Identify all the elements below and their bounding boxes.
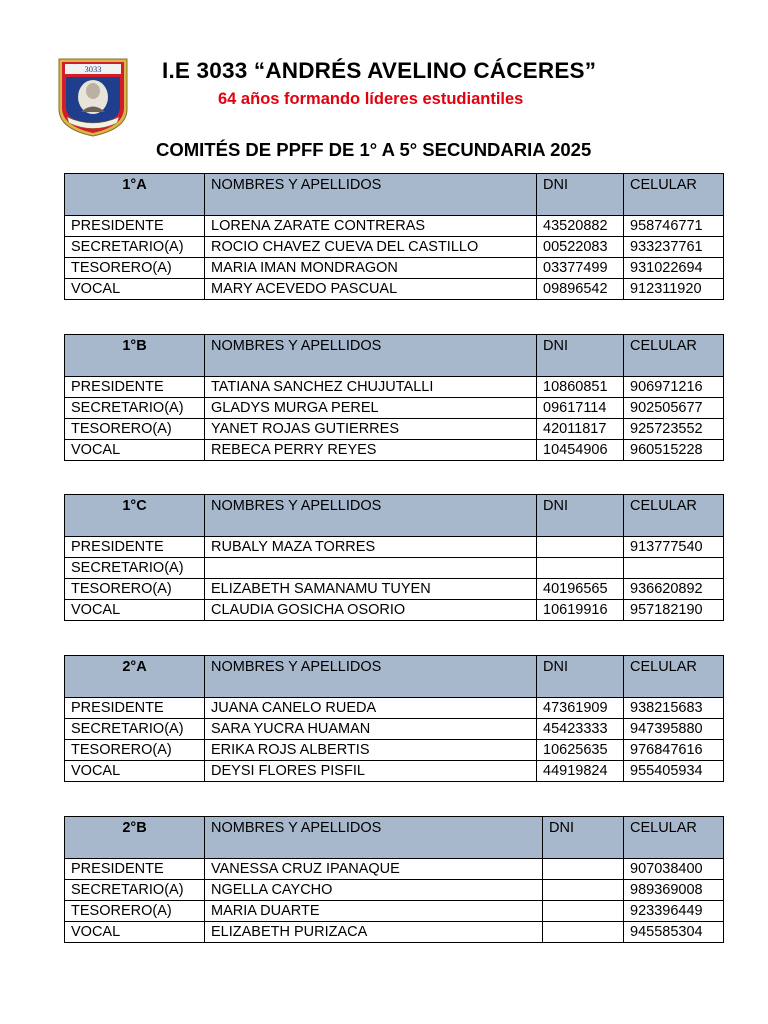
phone-cell: 913777540: [624, 537, 724, 558]
name-cell: CLAUDIA GOSICHA OSORIO: [205, 600, 537, 621]
committee-table-1b: [64, 334, 724, 461]
phone-column-header: CELULAR: [624, 335, 724, 377]
table-row: [65, 440, 724, 461]
name-cell: MARY ACEVEDO PASCUAL: [205, 279, 537, 300]
role-cell: VOCAL: [65, 761, 205, 782]
dni-cell: [543, 880, 624, 901]
name-cell: GLADYS MURGA PEREL: [205, 398, 537, 419]
name-cell: RUBALY MAZA TORRES: [205, 537, 537, 558]
table-row: [65, 698, 724, 719]
name-cell: SARA YUCRA HUAMAN: [205, 719, 537, 740]
table-header-row: [65, 656, 724, 698]
names-column-header: NOMBRES Y APELLIDOS: [205, 656, 537, 698]
table-row: [65, 880, 724, 901]
committee-table-1a: [64, 173, 724, 300]
name-cell: DEYSI FLORES PISFIL: [205, 761, 537, 782]
phone-cell: 958746771: [624, 216, 724, 237]
name-cell: ROCIO CHAVEZ CUEVA DEL CASTILLO: [205, 237, 537, 258]
grade-label: 2°A: [65, 656, 205, 698]
name-cell: YANET ROJAS GUTIERRES: [205, 419, 537, 440]
name-cell: MARIA IMAN MONDRAGON: [205, 258, 537, 279]
dni-cell: 09896542: [537, 279, 624, 300]
grade-label: 2°B: [65, 817, 205, 859]
role-cell: TESORERO(A): [65, 901, 205, 922]
table-row: [65, 216, 724, 237]
phone-column-header: CELULAR: [624, 174, 724, 216]
phone-cell: 989369008: [624, 880, 724, 901]
table-header-row: [65, 174, 724, 216]
dni-cell: 10860851: [537, 377, 624, 398]
name-cell: REBECA PERRY REYES: [205, 440, 537, 461]
dni-column-header: DNI: [543, 817, 624, 859]
table-row: [65, 740, 724, 761]
dni-cell: [537, 558, 624, 579]
dni-cell: 10454906: [537, 440, 624, 461]
table-header-row: [65, 817, 724, 859]
phone-cell: 936620892: [624, 579, 724, 600]
phone-cell: 902505677: [624, 398, 724, 419]
svg-text:3033: 3033: [84, 64, 102, 74]
dni-cell: 09617114: [537, 398, 624, 419]
committee-table-1c: [64, 494, 724, 621]
dni-cell: 44919824: [537, 761, 624, 782]
committee-table-2a: [64, 655, 724, 782]
table-row: [65, 237, 724, 258]
role-cell: SECRETARIO(A): [65, 719, 205, 740]
table-row: [65, 859, 724, 880]
role-cell: SECRETARIO(A): [65, 558, 205, 579]
table-row: [65, 558, 724, 579]
role-cell: SECRETARIO(A): [65, 398, 205, 419]
table-header-row: [65, 495, 724, 537]
grade-label: 1°C: [65, 495, 205, 537]
name-cell: TATIANA SANCHEZ CHUJUTALLI: [205, 377, 537, 398]
dni-cell: 47361909: [537, 698, 624, 719]
role-cell: PRESIDENTE: [65, 377, 205, 398]
dni-cell: 10619916: [537, 600, 624, 621]
phone-cell: 960515228: [624, 440, 724, 461]
table-row: [65, 279, 724, 300]
names-column-header: NOMBRES Y APELLIDOS: [205, 335, 537, 377]
role-cell: PRESIDENTE: [65, 698, 205, 719]
dni-column-header: DNI: [537, 495, 624, 537]
name-cell: MARIA DUARTE: [205, 901, 543, 922]
phone-cell: 931022694: [624, 258, 724, 279]
table-row: [65, 579, 724, 600]
phone-column-header: CELULAR: [624, 656, 724, 698]
role-cell: VOCAL: [65, 440, 205, 461]
school-name: I.E 3033 “ANDRÉS AVELINO CÁCERES”: [162, 58, 597, 83]
name-cell: ELIZABETH SAMANAMU TUYEN: [205, 579, 537, 600]
grade-label: 1°A: [65, 174, 205, 216]
committee-table-2b: [64, 816, 724, 943]
role-cell: TESORERO(A): [65, 579, 205, 600]
role-cell: PRESIDENTE: [65, 537, 205, 558]
table-row: [65, 719, 724, 740]
dni-cell: [543, 859, 624, 880]
table-row: [65, 377, 724, 398]
table-row: [65, 398, 724, 419]
table-row: [65, 901, 724, 922]
dni-column-header: DNI: [537, 656, 624, 698]
phone-cell: 923396449: [624, 901, 724, 922]
school-motto: 64 años formando líderes estudiantiles: [218, 90, 524, 108]
phone-cell: 907038400: [624, 859, 724, 880]
phone-cell: 912311920: [624, 279, 724, 300]
role-cell: TESORERO(A): [65, 740, 205, 761]
phone-cell: 938215683: [624, 698, 724, 719]
grade-label: 1°B: [65, 335, 205, 377]
role-cell: VOCAL: [65, 279, 205, 300]
dni-column-header: DNI: [537, 174, 624, 216]
name-cell: [205, 558, 537, 579]
name-cell: VANESSA CRUZ IPANAQUE: [205, 859, 543, 880]
phone-cell: 933237761: [624, 237, 724, 258]
phone-cell: 947395880: [624, 719, 724, 740]
phone-cell: 906971216: [624, 377, 724, 398]
dni-cell: 00522083: [537, 237, 624, 258]
phone-cell: 976847616: [624, 740, 724, 761]
phone-cell: 955405934: [624, 761, 724, 782]
name-cell: ERIKA ROJS ALBERTIS: [205, 740, 537, 761]
table-row: [65, 419, 724, 440]
table-row: [65, 258, 724, 279]
phone-cell: 957182190: [624, 600, 724, 621]
dni-cell: [543, 922, 624, 943]
dni-cell: 03377499: [537, 258, 624, 279]
role-cell: TESORERO(A): [65, 419, 205, 440]
table-row: [65, 761, 724, 782]
dni-cell: [537, 537, 624, 558]
table-row: [65, 600, 724, 621]
name-cell: ELIZABETH PURIZACA: [205, 922, 543, 943]
table-row: [65, 537, 724, 558]
phone-column-header: CELULAR: [624, 817, 724, 859]
phone-column-header: CELULAR: [624, 495, 724, 537]
school-crest-logo: [55, 57, 131, 137]
role-cell: VOCAL: [65, 922, 205, 943]
dni-cell: 10625635: [537, 740, 624, 761]
table-row: [65, 922, 724, 943]
name-cell: NGELLA CAYCHO: [205, 880, 543, 901]
names-column-header: NOMBRES Y APELLIDOS: [205, 495, 537, 537]
role-cell: SECRETARIO(A): [65, 237, 205, 258]
role-cell: SECRETARIO(A): [65, 880, 205, 901]
dni-cell: 45423333: [537, 719, 624, 740]
dni-column-header: DNI: [537, 335, 624, 377]
role-cell: VOCAL: [65, 600, 205, 621]
role-cell: TESORERO(A): [65, 258, 205, 279]
names-column-header: NOMBRES Y APELLIDOS: [205, 174, 537, 216]
dni-cell: 43520882: [537, 216, 624, 237]
role-cell: PRESIDENTE: [65, 216, 205, 237]
table-header-row: [65, 335, 724, 377]
name-cell: LORENA ZARATE CONTRERAS: [205, 216, 537, 237]
dni-cell: [543, 901, 624, 922]
document-title: COMITÉS DE PPFF DE 1° A 5° SECUNDARIA 2025: [156, 139, 592, 160]
phone-cell: 945585304: [624, 922, 724, 943]
phone-cell: 925723552: [624, 419, 724, 440]
name-cell: JUANA CANELO RUEDA: [205, 698, 537, 719]
role-cell: PRESIDENTE: [65, 859, 205, 880]
dni-cell: 42011817: [537, 419, 624, 440]
names-column-header: NOMBRES Y APELLIDOS: [205, 817, 543, 859]
dni-cell: 40196565: [537, 579, 624, 600]
phone-cell: [624, 558, 724, 579]
